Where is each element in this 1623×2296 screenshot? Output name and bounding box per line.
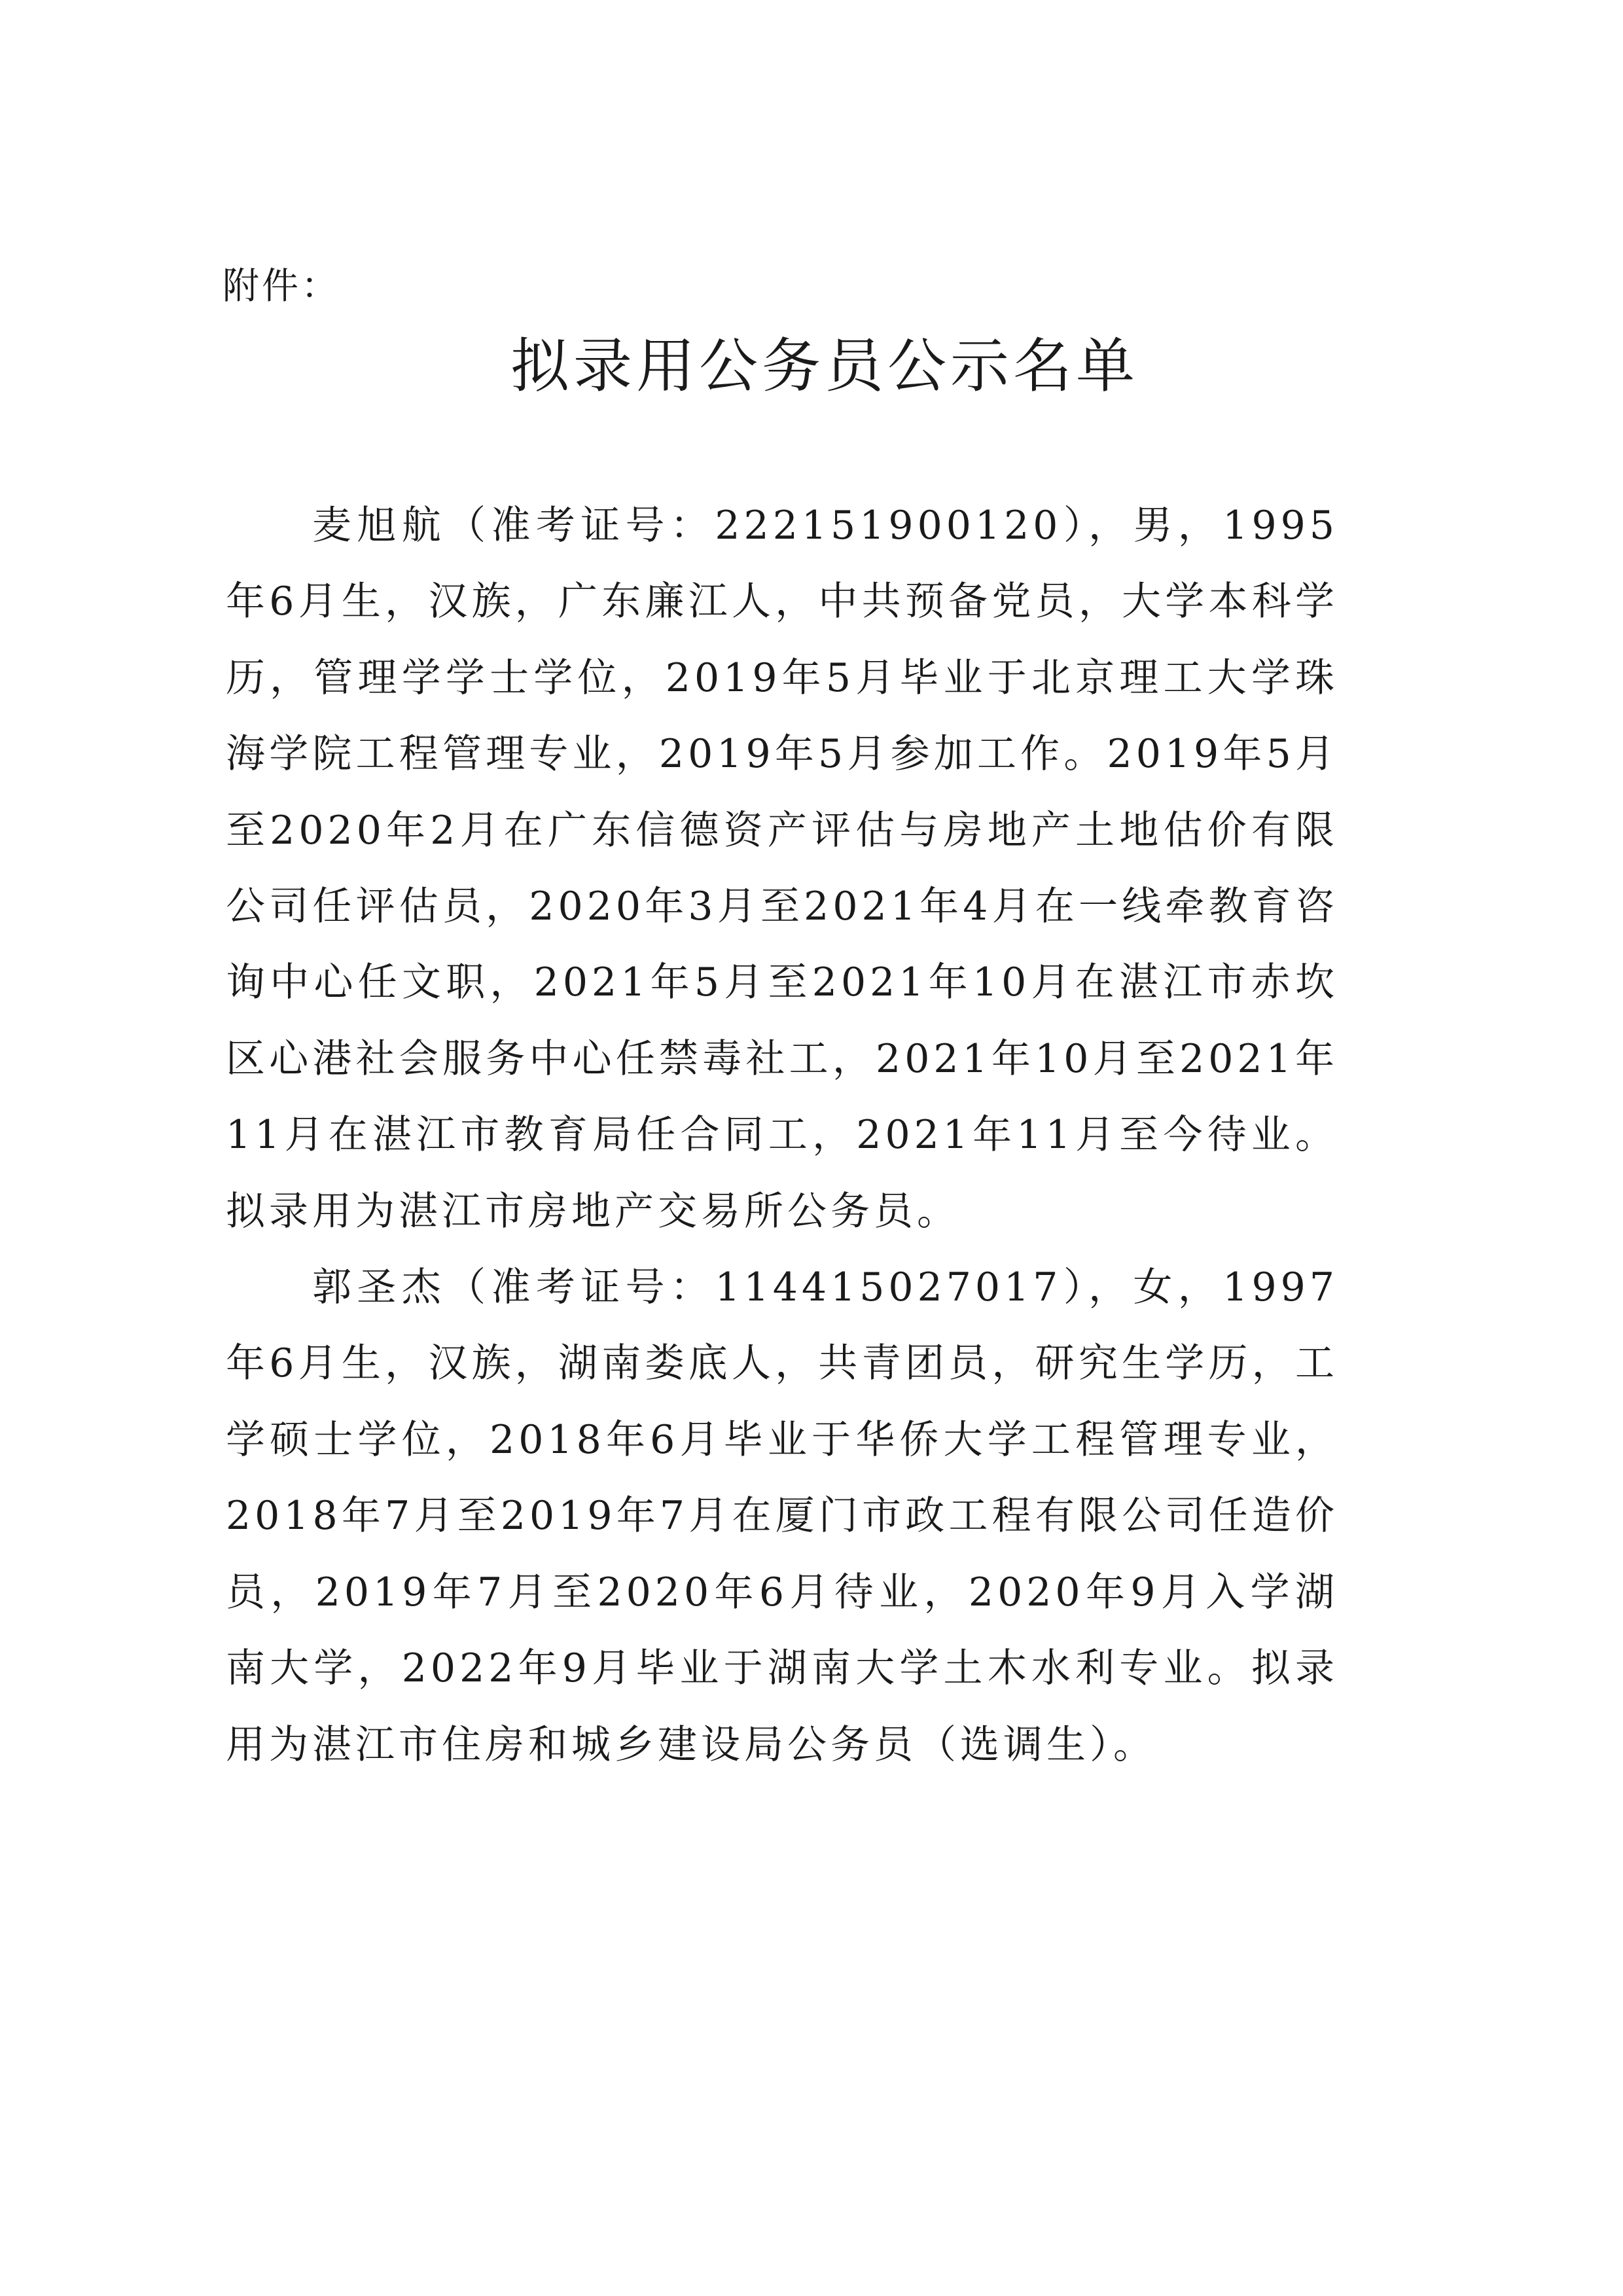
page-title: 拟录用公务员公示名单 [510, 332, 1139, 401]
document-body [226, 488, 1338, 1783]
candidate-paragraph-2: 郭圣杰（准考证号：114415027017），女，1997年6月生，汉族，湖南娄底人，共青团员，研究生学历，工学硕士学位，2018年6月毕业于华侨大学工程管理专业，2018年7月至2019年7月在厦门市政工程有限公司任造价员，2019年7月至2020年6月待业，2020年9月入学湖南大学，2022年9月毕业于湖南大学土木水利专业。拟录用为湛江市住房和城乡建设局公务员（选调生）。 [226, 1265, 1338, 1768]
candidate-paragraph-1: 麦旭航（准考证号：222151900120），男，1995年6月生，汉族，广东廉江人，中共预备党员，大学本科学历，管理学学士学位，2019年5月毕业于北京理工大学珠海学院工程管理专业，2019年5月参加工作。2019年5月至2020年2月在广东信德资产评估与房地产土地估价有限公司任评估员，2020年3月至2021年4月在一线牵教育咨询中心任文职，2021年5月至2021年10月在湛江市赤坎区心港社会服务中心任禁毒社工，2021年10月至2021年11月在湛江市教育局任合同工，2021年11月至今待业。拟录用为湛江市房地产交易所公务员。 [226, 503, 1338, 1234]
attachment-label: 附件： [223, 265, 340, 308]
